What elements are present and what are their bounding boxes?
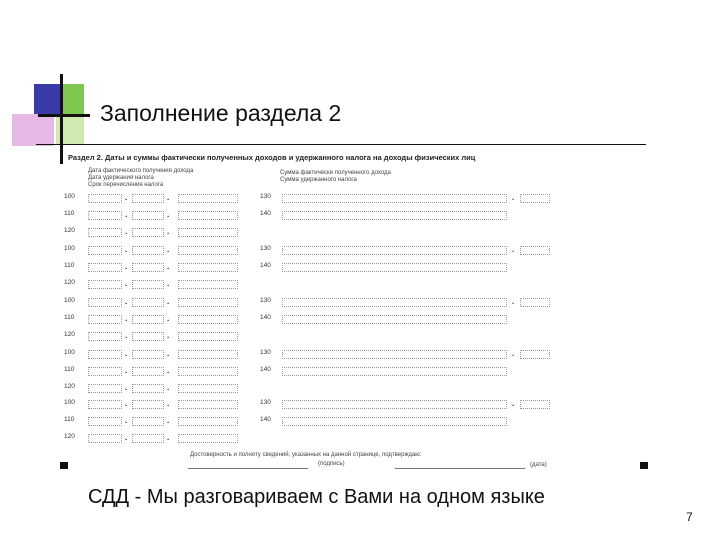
date-separator: . [125, 210, 128, 219]
date-separator: . [167, 262, 170, 271]
date-field-cells [132, 350, 164, 359]
kopeck-field-cells [520, 350, 550, 359]
date-separator: . [167, 416, 170, 425]
right-header-line: Сумма фактически полученного дохода [280, 170, 391, 176]
decor-square-pink [12, 114, 54, 146]
date-field-cells [88, 384, 122, 393]
right-column-header [280, 170, 391, 184]
date-separator: . [125, 227, 128, 236]
left-header-line: Дата фактического получения дохода [88, 168, 194, 174]
left-row-code: 120 [64, 331, 75, 338]
date-field-cells [88, 194, 122, 203]
date-field-cells [132, 367, 164, 376]
date-separator: . [125, 399, 128, 408]
decimal-separator: . [512, 245, 515, 254]
left-column-header [88, 168, 193, 189]
date-separator: . [125, 383, 128, 392]
footer-date-line [395, 468, 525, 469]
date-separator: . [167, 399, 170, 408]
right-row-code: 130 [260, 245, 271, 252]
date-separator: . [125, 349, 128, 358]
date-separator: . [167, 433, 170, 442]
decimal-separator: . [512, 399, 515, 408]
date-field-cells [132, 315, 164, 324]
decor-square-green [62, 84, 84, 114]
left-row-code: 120 [64, 279, 75, 286]
date-separator: . [125, 297, 128, 306]
date-field-cells [178, 417, 238, 426]
date-field-cells [178, 384, 238, 393]
left-row-code: 110 [64, 366, 75, 373]
date-field-cells [178, 315, 238, 324]
date-separator: . [125, 416, 128, 425]
right-row-code: 140 [260, 262, 271, 269]
date-field-cells [88, 367, 122, 376]
date-field-cells [178, 350, 238, 359]
amount-field-cells [282, 194, 507, 203]
date-field-cells [178, 194, 238, 203]
left-row-code: 100 [64, 245, 75, 252]
date-field-cells [88, 228, 122, 237]
left-row-code: 100 [64, 349, 75, 356]
date-field-cells [88, 298, 122, 307]
date-separator: . [125, 314, 128, 323]
amount-field-cells [282, 417, 507, 426]
date-separator: . [125, 279, 128, 288]
date-field-cells [132, 417, 164, 426]
left-header-line: Дата удержания налога [88, 175, 154, 181]
slide-title: Заполнение раздела 2 [100, 100, 342, 126]
date-field-cells [132, 298, 164, 307]
date-field-cells [178, 332, 238, 341]
date-separator: . [125, 245, 128, 254]
date-field-cells [132, 384, 164, 393]
slide-subtitle: СДД - Мы разговариваем с Вами на одном языке [88, 486, 545, 508]
left-row-code: 110 [64, 210, 75, 217]
date-separator: . [167, 279, 170, 288]
date-field-cells [132, 246, 164, 255]
date-separator: . [167, 383, 170, 392]
footer-signature-line [188, 468, 308, 469]
footer-date-caption: (дата) [530, 462, 547, 468]
date-separator: . [167, 331, 170, 340]
date-separator: . [125, 366, 128, 375]
left-row-code: 120 [64, 227, 75, 234]
left-row-code: 100 [64, 193, 75, 200]
right-row-code: 130 [260, 193, 271, 200]
date-field-cells [178, 400, 238, 409]
decor-square-blue [34, 84, 62, 114]
amount-field-cells [282, 211, 507, 220]
decimal-separator: . [512, 297, 515, 306]
date-field-cells [88, 332, 122, 341]
amount-field-cells [282, 263, 507, 272]
left-row-code: 120 [64, 383, 75, 390]
date-separator: . [125, 193, 128, 202]
right-row-code: 130 [260, 297, 271, 304]
left-row-code: 100 [64, 297, 75, 304]
kopeck-field-cells [520, 298, 550, 307]
date-field-cells [88, 417, 122, 426]
date-field-cells [178, 228, 238, 237]
date-field-cells [132, 434, 164, 443]
date-field-cells [88, 246, 122, 255]
amount-field-cells [282, 367, 507, 376]
date-separator: . [167, 227, 170, 236]
kopeck-field-cells [520, 194, 550, 203]
date-field-cells [88, 280, 122, 289]
footer-signature-caption: (подпись) [318, 461, 345, 467]
left-row-code: 100 [64, 399, 75, 406]
date-field-cells [132, 228, 164, 237]
date-separator: . [167, 314, 170, 323]
left-row-code: 120 [64, 433, 75, 440]
date-separator: . [167, 297, 170, 306]
date-field-cells [178, 298, 238, 307]
right-row-code: 140 [260, 366, 271, 373]
form-section-2 [60, 150, 650, 470]
right-row-code: 140 [260, 210, 271, 217]
date-field-cells [88, 350, 122, 359]
date-field-cells [88, 434, 122, 443]
date-separator: . [167, 245, 170, 254]
date-field-cells [178, 434, 238, 443]
right-row-code: 130 [260, 349, 271, 356]
date-field-cells [132, 263, 164, 272]
amount-field-cells [282, 350, 507, 359]
date-field-cells [178, 367, 238, 376]
decor-short-bar [38, 114, 90, 117]
date-field-cells [132, 280, 164, 289]
date-separator: . [167, 366, 170, 375]
right-header-line: Сумма удержанного налога [280, 177, 357, 183]
date-field-cells [178, 211, 238, 220]
date-separator: . [167, 349, 170, 358]
form-corner-mark-left [60, 462, 68, 469]
left-row-code: 110 [64, 416, 75, 423]
decimal-separator: . [512, 193, 515, 202]
date-separator: . [125, 433, 128, 442]
amount-field-cells [282, 315, 507, 324]
right-row-code: 140 [260, 416, 271, 423]
date-field-cells [132, 211, 164, 220]
date-separator: . [167, 193, 170, 202]
amount-field-cells [282, 298, 507, 307]
date-separator: . [125, 262, 128, 271]
date-field-cells [88, 211, 122, 220]
kopeck-field-cells [520, 246, 550, 255]
form-corner-mark-right [640, 462, 648, 469]
left-header-line: Срок перечисления налога [88, 182, 164, 188]
date-separator: . [125, 331, 128, 340]
form-section-title: Раздел 2. Даты и суммы фактически полученных доходов и удержанного налога на доходы физических лиц [68, 153, 476, 162]
date-field-cells [132, 332, 164, 341]
date-field-cells [178, 263, 238, 272]
amount-field-cells [282, 246, 507, 255]
title-underline [36, 144, 646, 145]
right-row-code: 130 [260, 399, 271, 406]
date-field-cells [132, 400, 164, 409]
kopeck-field-cells [520, 400, 550, 409]
date-field-cells [132, 194, 164, 203]
date-field-cells [88, 263, 122, 272]
date-field-cells [178, 246, 238, 255]
footer-confirmation-text: Достоверность и полноту сведений, указанных на данной странице, подтверждаю: [190, 452, 422, 458]
left-row-code: 110 [64, 262, 75, 269]
left-row-code: 110 [64, 314, 75, 321]
date-field-cells [88, 315, 122, 324]
right-row-code: 140 [260, 314, 271, 321]
date-field-cells [88, 400, 122, 409]
date-field-cells [178, 280, 238, 289]
amount-field-cells [282, 400, 507, 409]
decimal-separator: . [512, 349, 515, 358]
page-number: 7 [686, 510, 693, 524]
date-separator: . [167, 210, 170, 219]
